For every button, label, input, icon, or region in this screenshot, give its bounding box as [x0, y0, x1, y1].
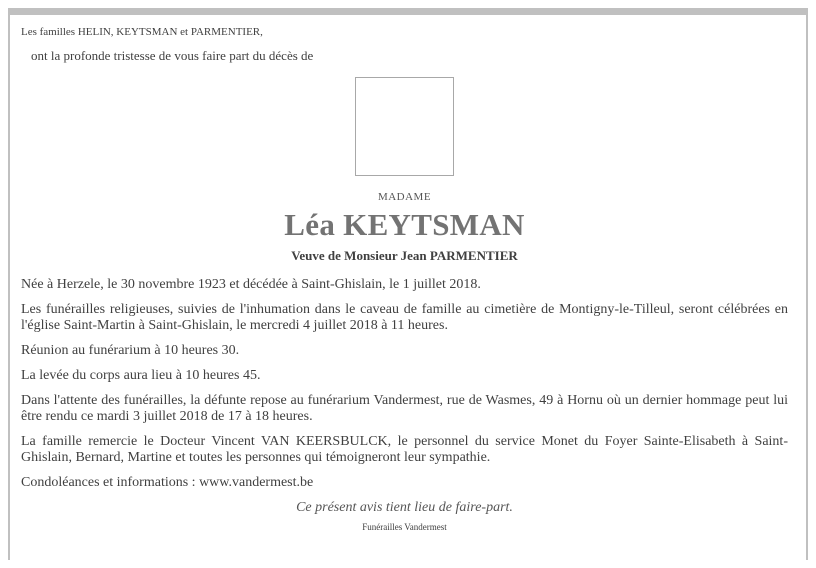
families-line: Les familles HELIN, KEYTSMAN et PARMENTIER,: [21, 26, 263, 38]
spouse-line: Veuve de Monsieur Jean PARMENTIER: [291, 248, 518, 263]
birth-death-paragraph: Née à Herzele, le 30 novembre 1923 et décédée à Saint-Ghislain, le 1 juillet 2018.: [21, 277, 481, 292]
notice-frame: [8, 8, 808, 560]
closing-note: Ce présent avis tient lieu de faire-part.: [296, 500, 513, 515]
honorific: MADAME: [377, 191, 432, 203]
death-notice: [10, 15, 806, 560]
viewing-paragraph: Dans l'attente des funérailles, la défunte repose au funérarium Vandermest, rue de Wasmes, 49 à Hornu où un dernier hommage peut lui être rendu ce mardi 3 juillet 2018 de 17 à 18 heures.: [21, 393, 788, 424]
funeral-paragraph: Les funérailles religieuses, suivies de l'inhumation dans le caveau de famille au cimetière de Montigny-le-Tilleul, seront célébrées en l'église Saint-Martin à Saint-Ghislain, le mercredi 4 juillet 2018 à 11 heures.: [21, 302, 788, 333]
portrait-placeholder: [355, 77, 454, 176]
departure-paragraph: La levée du corps aura lieu à 10 heures 45.: [21, 368, 261, 383]
undertaker-name: Funérailles Vandermest: [362, 522, 447, 532]
thanks-paragraph: La famille remercie le Docteur Vincent VAN KEERSBULCK, le personnel du service Monet du Foyer Sainte-Elisabeth à Saint-Ghislain, Bernard, Martine et toutes les personnes qui témoigneront leur sympathie.: [21, 434, 788, 465]
deceased-name: Léa KEYTSMAN: [284, 207, 525, 242]
condolences-paragraph: Condoléances et informations : www.vandermest.be: [21, 475, 314, 490]
photo-container: [21, 77, 788, 178]
gathering-paragraph: Réunion au funérarium à 10 heures 30.: [21, 343, 240, 358]
intro-line: ont la profonde tristesse de vous faire part du décès de: [31, 48, 314, 63]
